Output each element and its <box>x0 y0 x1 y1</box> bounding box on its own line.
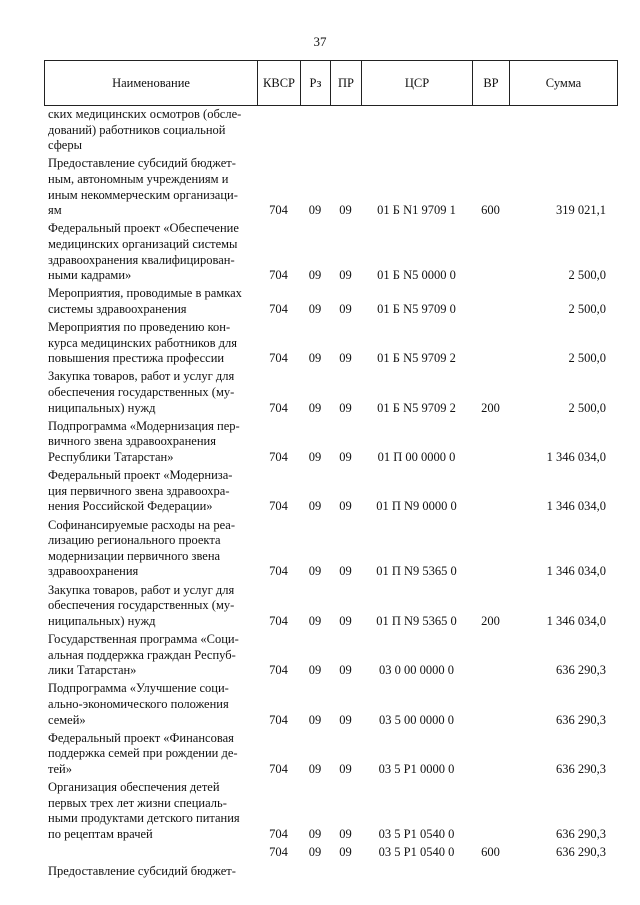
row-rz: 09 <box>308 826 322 841</box>
row-csr: 01 П N9 5365 0 <box>376 564 457 579</box>
row-kvsr: 704 <box>269 663 288 678</box>
row-sum: 636 290,3 <box>556 845 606 860</box>
row-name-line: ально-экономического положения <box>48 696 229 711</box>
row-pr: 09 <box>339 450 352 465</box>
row-name-line: обеспечения государственных (му- <box>48 385 235 400</box>
row-pr: 09 <box>339 761 352 776</box>
row-rz: 09 <box>308 203 322 218</box>
row-rz: 09 <box>308 400 322 415</box>
row-name-line: Подпрограмма «Улучшение соци- <box>48 681 229 696</box>
row-vr: 600 <box>481 845 500 860</box>
row-kvsr: 704 <box>269 761 288 776</box>
row-kvsr: 704 <box>269 400 288 415</box>
row-kvsr: 704 <box>269 268 288 283</box>
row-name <box>44 286 257 317</box>
row-name-line: Государственная программа «Соци- <box>48 631 239 646</box>
row-name-line: Предоставление субсидий бюджет- <box>48 156 236 171</box>
table-row <box>44 518 618 580</box>
row-csr: 03 5 P1 0540 0 <box>378 845 455 860</box>
row-name-line: Подпрограмма «Модернизация пер- <box>48 418 240 433</box>
row-name-line: Софинансируемые расходы на реа- <box>48 517 235 532</box>
row-name <box>44 681 257 728</box>
row-name-line: сферы <box>48 138 82 153</box>
header-vr: ВР <box>473 61 510 105</box>
row-name <box>44 583 257 630</box>
row-name-line: ным, автономным учреждениям и <box>48 171 229 186</box>
row-csr: 03 5 00 0000 0 <box>379 712 454 727</box>
row-kvsr: 704 <box>269 845 288 860</box>
row-csr: 01 П 00 0000 0 <box>377 450 456 465</box>
header-sum: Сумма <box>545 75 582 90</box>
row-sum: 2 500,0 <box>568 351 606 366</box>
row-name-line: дований) работников социальной <box>48 122 226 137</box>
table-row <box>44 583 618 630</box>
row-pr: 09 <box>339 712 352 727</box>
row-name-line: вичного звена здравоохранения <box>48 434 216 449</box>
table-row <box>44 286 618 317</box>
row-rz: 09 <box>308 450 322 465</box>
row-name-line: ными продуктами детского питания <box>48 811 240 826</box>
row-pr: 09 <box>339 564 352 579</box>
row-name-line: повышения престижа профессии <box>48 351 225 366</box>
row-csr: 01 Б N5 0000 0 <box>377 268 456 283</box>
row-name-line: здравоохранения <box>48 564 139 579</box>
row-csr: 01 Б N5 9709 2 <box>377 400 456 415</box>
table-row <box>44 221 618 283</box>
row-name-line: лизацию регионального проекта <box>48 533 221 548</box>
row-name-line: ниципальных) нужд <box>48 613 156 628</box>
row-name-line: тей» <box>48 761 72 776</box>
row-name-line: модернизации первичного звена <box>48 548 221 563</box>
row-csr: 01 Б N1 9709 1 <box>377 203 456 218</box>
row-csr: 01 Б N5 9709 0 <box>377 301 456 316</box>
row-name-line: лики Татарстан» <box>48 663 137 678</box>
table-row <box>44 845 618 861</box>
row-name-line: Предоставление субсидий бюджет- <box>48 863 236 878</box>
row-rz: 09 <box>308 613 322 628</box>
row-pr: 09 <box>339 351 352 366</box>
row-name <box>44 320 257 367</box>
row-sum: 1 346 034,0 <box>546 613 606 628</box>
row-name <box>44 518 257 580</box>
row-kvsr: 704 <box>269 450 288 465</box>
row-kvsr: 704 <box>269 499 288 514</box>
row-sum: 1 346 034,0 <box>546 450 606 465</box>
header-pr: ПР <box>331 61 362 105</box>
header-csr: ЦСР <box>362 61 473 105</box>
table-header <box>44 60 618 106</box>
row-rz: 09 <box>308 663 322 678</box>
row-name-line: по рецептам врачей <box>48 826 153 841</box>
row-name-line: ских медицинских осмотров (обсле- <box>48 107 242 121</box>
row-name-line: Федеральный проект «Модерниза- <box>48 468 233 483</box>
row-name-line: Мероприятия по проведению кон- <box>48 320 231 335</box>
table-row <box>44 468 618 515</box>
row-rz: 09 <box>308 301 322 316</box>
row-name <box>44 731 257 778</box>
row-name <box>44 780 257 842</box>
row-sum: 1 346 034,0 <box>546 564 606 579</box>
table-body <box>44 107 618 882</box>
row-name <box>44 468 257 515</box>
table-row <box>44 419 618 466</box>
row-sum: 2 500,0 <box>568 301 606 316</box>
row-rz: 09 <box>308 499 322 514</box>
table-row <box>44 156 618 218</box>
row-pr: 09 <box>339 826 352 841</box>
row-csr: 03 5 P1 0540 0 <box>378 826 455 841</box>
row-name-line: Организация обеспечения детей <box>48 780 220 795</box>
row-name-line: обеспечения государственных (му- <box>48 598 235 613</box>
row-name <box>44 419 257 466</box>
row-name-line: Республики Татарстан» <box>48 450 174 465</box>
row-pr: 09 <box>339 845 352 860</box>
row-csr: 01 Б N5 9709 2 <box>377 351 456 366</box>
row-kvsr: 704 <box>269 351 288 366</box>
row-vr: 200 <box>481 400 500 415</box>
row-rz: 09 <box>308 564 322 579</box>
row-sum: 2 500,0 <box>568 268 606 283</box>
row-kvsr: 704 <box>269 826 288 841</box>
row-kvsr: 704 <box>269 203 288 218</box>
table-row <box>44 369 618 416</box>
table-row <box>44 681 618 728</box>
table-row <box>44 780 618 842</box>
row-sum: 636 290,3 <box>556 761 606 776</box>
row-name <box>44 156 257 218</box>
row-name-line: ниципальных) нужд <box>48 400 156 415</box>
row-sum: 319 021,1 <box>556 203 606 218</box>
row-sum: 636 290,3 <box>556 663 606 678</box>
row-sum: 2 500,0 <box>568 400 606 415</box>
row-name-line: семей» <box>48 712 86 727</box>
row-kvsr: 704 <box>269 301 288 316</box>
row-sum: 636 290,3 <box>556 826 606 841</box>
row-pr: 09 <box>339 499 352 514</box>
header-rz: Рз <box>301 61 331 105</box>
row-kvsr: 704 <box>269 564 288 579</box>
row-rz: 09 <box>308 268 322 283</box>
row-name-line <box>48 845 255 861</box>
row-name <box>44 632 257 679</box>
row-name-line: Федеральный проект «Финансовая <box>48 730 234 745</box>
row-name <box>44 369 257 416</box>
row-rz: 09 <box>308 712 322 727</box>
row-kvsr: 704 <box>269 613 288 628</box>
row-sum: 1 346 034,0 <box>546 499 606 514</box>
row-name-line: Федеральный проект «Обеспечение <box>48 221 239 236</box>
row-pr: 09 <box>339 301 352 316</box>
row-csr: 01 П N9 5365 0 <box>376 613 457 628</box>
row-name <box>44 845 257 861</box>
row-pr: 09 <box>339 268 352 283</box>
row-vr: 200 <box>481 613 500 628</box>
row-csr: 01 П N9 0000 0 <box>376 499 457 514</box>
row-rz: 09 <box>308 351 322 366</box>
row-name-line: Закупка товаров, работ и услуг для <box>48 582 235 597</box>
header-kvsr: КВСР <box>258 61 301 105</box>
row-name <box>44 864 257 880</box>
page-number: 37 <box>313 34 327 49</box>
row-sum: 636 290,3 <box>556 712 606 727</box>
row-name-line: альная поддержка граждан Респуб- <box>48 647 236 662</box>
row-name-line: ям <box>48 203 62 218</box>
row-name-line: ными кадрами» <box>48 268 132 283</box>
row-name-line: Закупка товаров, работ и услуг для <box>48 369 235 384</box>
row-name-line: медицинских организаций системы <box>48 236 238 251</box>
row-vr: 600 <box>481 203 500 218</box>
row-pr: 09 <box>339 663 352 678</box>
row-pr: 09 <box>339 400 352 415</box>
row-name-line: ция первичного звена здравоохра- <box>48 483 230 498</box>
row-rz: 09 <box>308 845 322 860</box>
row-name-line: курса медицинских работников для <box>48 335 238 350</box>
row-csr: 03 0 00 0000 0 <box>379 663 454 678</box>
row-pr: 09 <box>339 203 352 218</box>
table-row <box>44 632 618 679</box>
row-name-line: здравоохранения квалифицирован- <box>48 252 235 267</box>
row-name-line: нения Российской Федерации» <box>48 499 213 514</box>
row-name-line: первых трех лет жизни специаль- <box>48 795 227 810</box>
row-name-line: Мероприятия, проводимые в рамках <box>48 286 242 301</box>
row-csr: 03 5 P1 0000 0 <box>378 761 455 776</box>
row-kvsr: 704 <box>269 712 288 727</box>
header-name: Наименование <box>45 61 258 105</box>
table-row <box>44 320 618 367</box>
row-name <box>44 221 257 283</box>
table-row <box>44 731 618 778</box>
row-name-line: системы здравоохранения <box>48 301 187 316</box>
row-name-line: поддержка семей при рождении де- <box>48 746 238 761</box>
row-name-line: иным некоммерческим организаци- <box>48 187 238 202</box>
table-row <box>44 864 618 880</box>
row-name <box>44 107 257 154</box>
row-pr: 09 <box>339 613 352 628</box>
row-rz: 09 <box>308 761 322 776</box>
table-row <box>44 107 618 154</box>
